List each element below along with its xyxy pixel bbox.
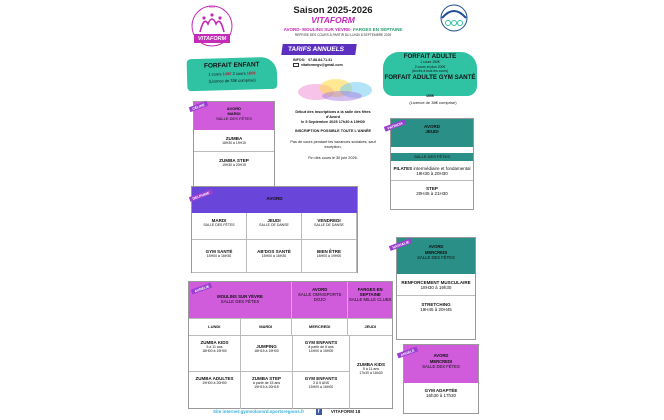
forfait-adulte-title: FORFAIT ADULTE — [403, 53, 457, 60]
avord-title: AVORD — [312, 287, 328, 292]
registration-start: Début des inscriptions à la salle des fêtes d'Avord — [295, 110, 371, 119]
class-name: ZUMBA STEP — [219, 158, 249, 163]
bottom-slot-row — [189, 336, 350, 372]
day-mardi: MARDI — [241, 319, 293, 336]
season-title: Saison 2025-2026 — [293, 5, 373, 16]
patricia-day: JEUDI — [425, 129, 439, 134]
patricia-block — [391, 181, 473, 196]
patricia-location: AVORD — [424, 124, 440, 129]
delphine-cell — [192, 213, 247, 240]
logo-brand-text: VITAFORM — [197, 35, 227, 42]
patricia-block — [391, 161, 473, 176]
class-time: 18H00 à 19H00 — [202, 349, 227, 354]
bottom-slots — [189, 336, 392, 409]
class-name: GYM ENFANTS — [304, 340, 338, 345]
angele-tag: ANGÈLE — [397, 347, 418, 359]
tarifs-banner: TARIFS ANNUELS — [281, 44, 357, 55]
cell-detail: SALLE DES FÊTES — [203, 223, 235, 227]
mercredi-slot — [293, 336, 350, 372]
cell-detail: SALLE DE DANSE — [259, 223, 289, 227]
celine-slot — [194, 152, 274, 167]
class-time: 19H45 à 20H45 — [420, 307, 452, 312]
cell-detail: 15H00 à 16H30 — [261, 254, 287, 258]
bottom-header-row — [189, 282, 392, 319]
class-name: RENFORCEMENT MUSCULAIRE — [401, 280, 471, 285]
class-time: 19H15 à 20H15 — [254, 385, 279, 390]
phone-number: 07.88.84.71.31 — [308, 58, 333, 62]
angele-block — [404, 383, 478, 398]
celine-slot — [194, 130, 274, 145]
farges-venue: SALLE MILLE CLUBS — [348, 297, 392, 302]
lundi-slot — [189, 336, 241, 372]
delphine-cell — [192, 240, 247, 273]
mail-icon — [293, 63, 299, 67]
poster — [183, 0, 480, 420]
facebook-page-name: VITAFORM 18 — [330, 409, 361, 415]
class-name: ZUMBA — [225, 136, 243, 141]
day-lundi: LUNDI — [189, 319, 241, 336]
email-line — [293, 63, 343, 68]
forfait-gym-sante-title: FORFAIT ADULTE GYM SANTÉ — [384, 73, 476, 81]
celine-schedule-card — [193, 101, 275, 187]
class-name: PILATES — [393, 166, 413, 171]
angele-day: MERCREDI — [429, 358, 453, 364]
nathalie-location: AVORD — [428, 244, 444, 249]
angele-venue: SALLE DES FÊTES — [422, 364, 460, 369]
facebook-icon[interactable]: f — [316, 409, 322, 415]
delphine-cell — [302, 213, 357, 240]
class-time: 15H00 à 16H00 — [308, 385, 334, 390]
price-label-1: 1 cours — [208, 71, 223, 77]
federation-logo — [436, 4, 472, 34]
class-time: 18H15 à 19H00 — [254, 349, 279, 353]
mardi-slot — [241, 372, 293, 409]
vitaform-logo — [190, 4, 234, 52]
delphine-cell — [247, 240, 302, 273]
moulins-title: MOULINS SUR YÈVRE — [217, 294, 263, 299]
forfait-gym-sante-price: 160€ — [426, 94, 434, 98]
class-name: STRETCHING — [421, 302, 451, 307]
farges-header — [348, 282, 392, 319]
class-detail: 5 à 11 ans — [206, 345, 223, 349]
forfait-adulte-line-1: 1 cours 150€ — [420, 60, 440, 64]
class-time: 20H45 à 21H30 — [416, 191, 448, 196]
forfait-adulte-line-2: 2 cours et plus 200€ — [414, 64, 446, 69]
price-1: 140€ — [222, 71, 232, 77]
bottom-slot-row — [189, 372, 350, 409]
patricia-tag: PATRICIA — [384, 119, 406, 131]
class-time: 19H30 à 20H15 — [222, 163, 246, 167]
class-detail: à partir de 15 ans — [252, 381, 281, 385]
class-detail: intermédiaire et fondamental — [413, 166, 471, 171]
cell-title: MARDI — [211, 218, 227, 223]
cell-title: GYM SANTÉ — [205, 249, 233, 254]
forfait-enfant-title: FORFAIT ENFANT — [203, 61, 260, 70]
contact-info — [293, 58, 343, 67]
mercredi-slot — [293, 372, 350, 409]
patricia-schedule-card — [390, 118, 474, 210]
holiday-notice: Pas de cours pendant les vacances scolaires, sauf exception. — [290, 140, 376, 149]
class-name: JUMPING — [256, 344, 277, 349]
end-date-notice: Fin des cours le 30 juin 2026. — [308, 155, 358, 160]
price-2: 160€ — [246, 70, 256, 76]
locations-line — [253, 27, 433, 32]
email-address: vitaformegv@gmail.com — [301, 62, 343, 67]
forfait-enfant-licence: (Licence de 33€ comprise) — [208, 77, 256, 84]
bottom-slots-left — [189, 336, 350, 409]
nathalie-venue: SALLE DES FÊTES — [417, 255, 455, 260]
bottom-days-row — [189, 319, 392, 336]
celine-venue: SALLE DES FÊTES — [216, 116, 252, 121]
delphine-cell — [247, 213, 302, 240]
registration-open: INSCRIPTION POSSIBLE TOUTE L'ANNÉE — [294, 129, 372, 134]
class-time: 14H00 à 15H00 — [308, 349, 334, 354]
delphine-tag: DELPHINE — [189, 189, 213, 202]
reprise-notice: REPRISE DES COURS À PARTIR DU LUNDI 8 SEPTEMBRE 2025 — [294, 33, 392, 37]
celine-day: MARDI — [227, 111, 241, 116]
paint-splash-image — [296, 70, 382, 104]
mardi-slot — [241, 336, 293, 372]
class-name: STEP — [426, 186, 438, 191]
forfait-adulte-licence: (Licence de 38€ comprise) — [409, 100, 457, 105]
angele-location: AVORD — [433, 353, 449, 358]
class-detail: 5 à 11 ans — [362, 367, 380, 371]
cell-title: AB'DOS SANTÉ — [257, 249, 291, 254]
celine-location: AVORD — [226, 106, 242, 111]
celine-tag: CÉLINE — [189, 101, 208, 112]
logo-top-text: SAV — [208, 5, 216, 9]
delphine-schedule-card — [191, 186, 358, 273]
forfait-adulte-box — [383, 52, 477, 96]
price-label-2: 2 cours — [231, 70, 247, 77]
cell-detail: 18H00 à 19H00 — [316, 254, 342, 258]
nathalie-day: MERCREDI — [424, 249, 448, 255]
day-mercredi: MERCREDI — [292, 319, 348, 336]
locations-green: FARGES EN SEPTAINE — [352, 27, 403, 32]
nathalie-block — [397, 274, 475, 290]
cell-detail: SALLE DE DANSE — [314, 223, 344, 227]
avord-venue: SALLE OMNISPORTS DOJO — [298, 292, 342, 302]
class-name: ZUMBA ADULTES — [195, 376, 234, 381]
moulins-venue: SALLE DES FÊTES — [220, 299, 260, 304]
forfait-adulte-line-3: (Accès à tous les cours) — [411, 69, 449, 74]
farges-title: FARGES EN SEPTAINE — [357, 287, 383, 297]
delphine-cell — [302, 240, 357, 273]
class-detail: à partir de 6 ans — [308, 345, 334, 349]
forfait-enfant-box — [187, 57, 278, 91]
jeudi-slot — [350, 336, 392, 409]
registration-info — [288, 110, 378, 161]
nathalie-tag: NATHALIE — [389, 238, 413, 251]
aurelie-tag: AURÉLIE — [191, 282, 213, 294]
day-jeudi: JEUDI — [348, 319, 392, 336]
aurelie-schedule-card — [188, 281, 393, 409]
class-time: 19H30 à 20H30 — [416, 171, 448, 176]
class-time: 18H30 à 19h30 — [420, 285, 452, 290]
avord-header — [292, 282, 348, 319]
website-link[interactable]: Site internet:gymvolavord.sportsregions.fr — [213, 409, 305, 415]
class-time: 16h30 à 17h30 — [425, 393, 457, 398]
nathalie-schedule-card — [396, 237, 476, 340]
delphine-grid — [192, 213, 357, 273]
locations-purple: AVORD- MOULINS SUR YÈVRE- — [283, 27, 352, 32]
cell-title: JEUDI — [267, 218, 281, 223]
class-name: ZUMBA STEP — [251, 376, 282, 381]
class-name: GYM ADAPTÉE — [424, 388, 458, 393]
footer — [213, 409, 479, 415]
cell-title: VENDREDI — [317, 218, 341, 223]
lundi-slot — [189, 372, 241, 409]
angele-schedule-card — [403, 344, 479, 414]
brand-title: VITAFORM — [311, 15, 355, 25]
cell-detail: 15H00 à 16H30 — [206, 254, 232, 258]
class-time: 18H30 à 19H15 — [222, 141, 246, 145]
class-name: ZUMBA KIDS — [356, 362, 386, 367]
class-name: ZUMBA KIDS — [200, 340, 229, 345]
nathalie-block — [397, 296, 475, 312]
class-name: GYM ENFANTS — [304, 376, 338, 381]
delphine-card-header: AVORD — [192, 187, 357, 213]
registration-date: le 5 Septembre 2025 17h30 à 19H00 — [301, 119, 365, 124]
class-time: 19H00 à 20H00 — [202, 381, 227, 385]
class-time: 17h30 à 18h30 — [359, 371, 383, 376]
class-detail: 3 À 5 ANS — [312, 381, 330, 385]
infos-label: INFOS: — [293, 58, 306, 62]
patricia-venue: SALLE DES FÊTES — [391, 153, 473, 161]
cell-title: BIEN ÊTRE — [316, 249, 341, 254]
